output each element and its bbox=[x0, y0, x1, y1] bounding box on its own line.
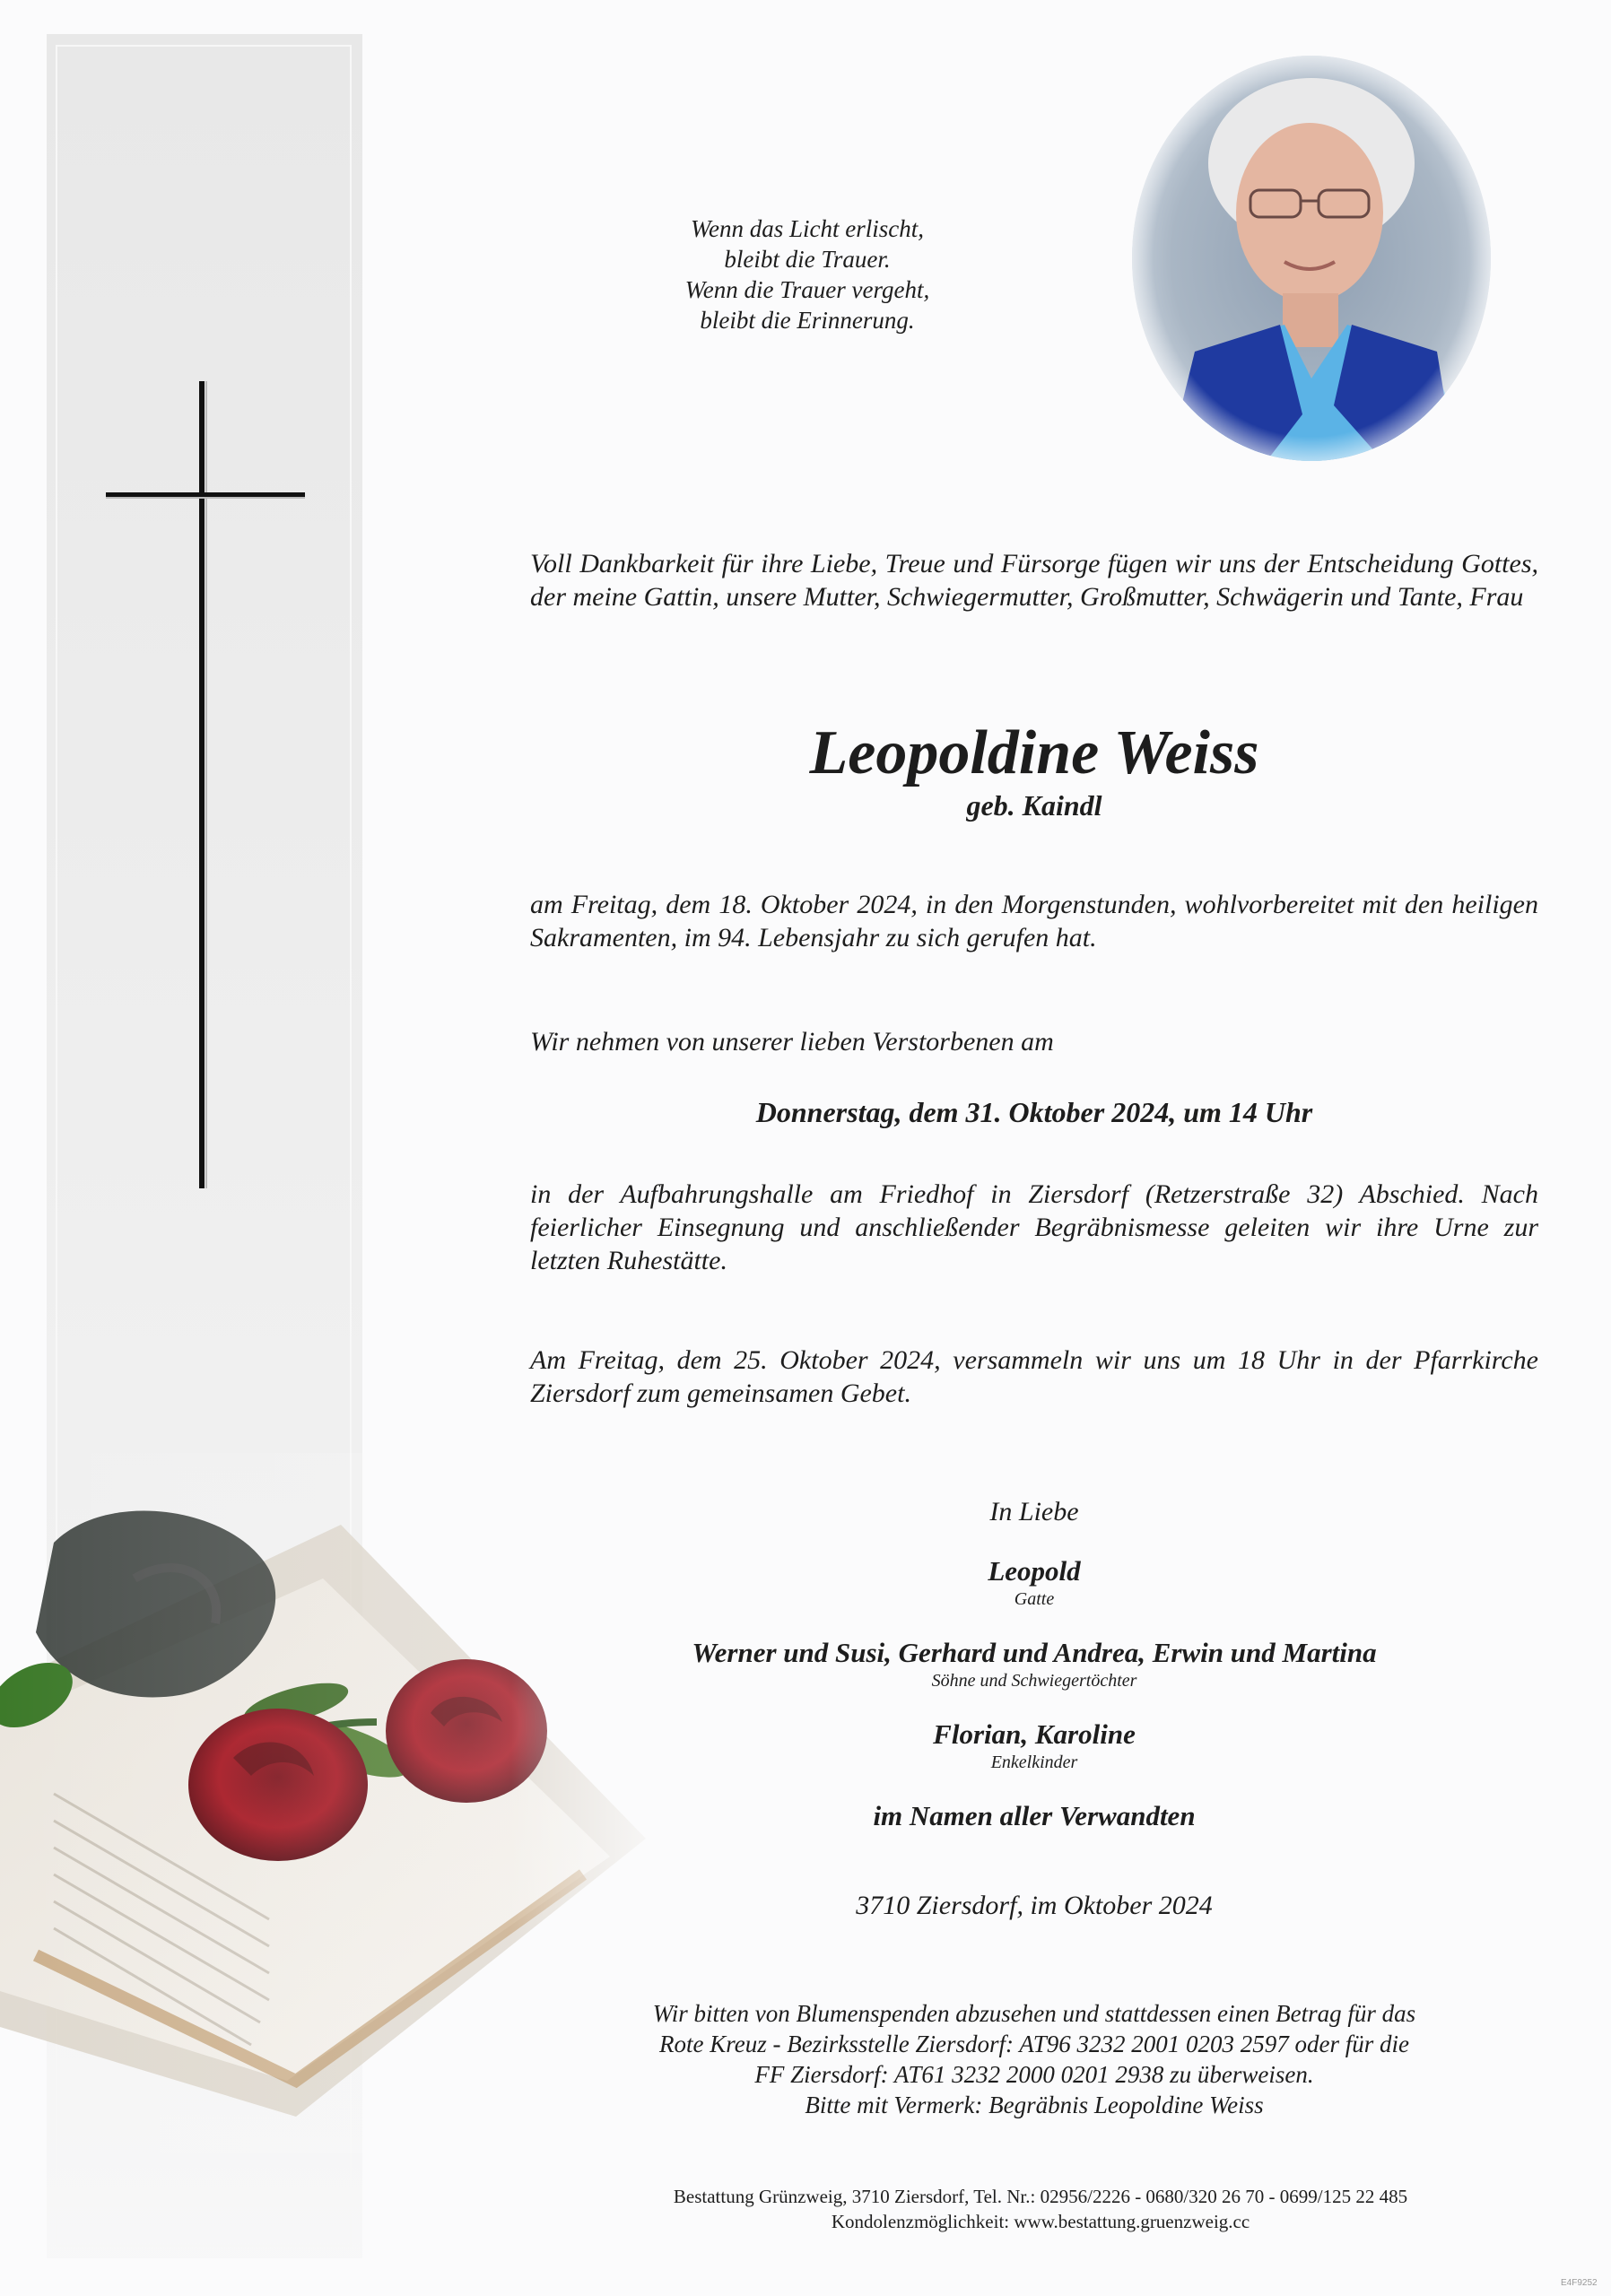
portrait-photo bbox=[1132, 56, 1491, 461]
death-paragraph: am Freitag, dem 18. Oktober 2024, in den Morgenstunden, wohlvorbereitet mit den heiligen Sakramenten, im 94. Lebensjahr zu sich gerufen hat. bbox=[530, 890, 1538, 952]
mourner-names: Werner und Susi, Gerhard und Andrea, Erwin und Martina bbox=[692, 1637, 1377, 1668]
donation-line: Wir bitten von Blumenspenden abzusehen und stattdessen einen Betrag für das bbox=[652, 2000, 1416, 2027]
footer-website: Kondolenzmöglichkeit: www.bestattung.gruenzweig.cc bbox=[831, 2211, 1250, 2232]
donation-request bbox=[530, 1998, 1538, 2120]
prayer-paragraph: Am Freitag, dem 25. Oktober 2024, versammeln wir uns um 18 Uhr in der Pfarrkirche Ziersdorf zum gemeinsamen Gebet. bbox=[530, 1345, 1538, 1408]
poem-line: bleibt die Trauer. bbox=[724, 246, 891, 273]
funeral-paragraph: in der Aufbahrungshalle am Friedhof in Ziersdorf (Retzerstraße 32) Abschied. Nach feierlicher Einsegnung und anschließender Begräbnismesse geleiten wir ihre Urne zur letzten Ruhestätte. bbox=[530, 1179, 1538, 1275]
donation-line: Rote Kreuz - Bezirksstelle Ziersdorf: AT96 3232 2001 0203 2597 oder für die bbox=[659, 2031, 1409, 2057]
memorial-poem bbox=[574, 213, 1041, 335]
document-code: E4F9252 bbox=[1561, 2278, 1598, 2288]
birth-name: geb. Kaindl bbox=[966, 789, 1102, 822]
poem-line: bleibt die Erinnerung. bbox=[700, 307, 915, 334]
poem-line: Wenn die Trauer vergeht, bbox=[684, 276, 930, 303]
farewell-intro: Wir nehmen von unserer lieben Verstorbenen am bbox=[530, 1027, 1054, 1057]
cross-icon bbox=[99, 381, 314, 1188]
donation-line: FF Ziersdorf: AT61 3232 2000 0201 2938 zu überweisen. bbox=[754, 2061, 1314, 2088]
funeral-home-footer bbox=[448, 2184, 1611, 2234]
mourner-role: Gatte bbox=[1014, 1589, 1055, 1609]
signature-label: In Liebe bbox=[989, 1497, 1079, 1526]
closing-line: im Namen aller Verwandten bbox=[873, 1800, 1196, 1831]
intro-paragraph: Voll Dankbarkeit für ihre Liebe, Treue und Fürsorge fügen wir uns der Entscheidung Gottes, der meine Gattin, unsere Mutter, Schwiegermutter, Großmutter, Schwägerin und Tante, Frau bbox=[530, 549, 1538, 612]
place-date: 3710 Ziersdorf, im Oktober 2024 bbox=[856, 1891, 1213, 1920]
mourner-names: Florian, Karoline bbox=[933, 1718, 1136, 1750]
mourner-role: Söhne und Schwiegertöchter bbox=[931, 1671, 1137, 1691]
funeral-date: Donnerstag, dem 31. Oktober 2024, um 14 Uhr bbox=[755, 1096, 1313, 1128]
deceased-name: Leopoldine Weiss bbox=[809, 718, 1259, 787]
donation-line: Bitte mit Vermerk: Begräbnis Leopoldine Weiss bbox=[805, 2092, 1264, 2118]
footer-contact: Bestattung Grünzweig, 3710 Ziersdorf, Tel. Nr.: 02956/2226 - 0680/320 26 70 - 0699/125 22 485 bbox=[673, 2186, 1408, 2207]
poem-line: Wenn das Licht erlischt, bbox=[691, 215, 924, 242]
mourner-names: Leopold bbox=[988, 1555, 1081, 1587]
mourner-role: Enkelkinder bbox=[990, 1752, 1078, 1772]
